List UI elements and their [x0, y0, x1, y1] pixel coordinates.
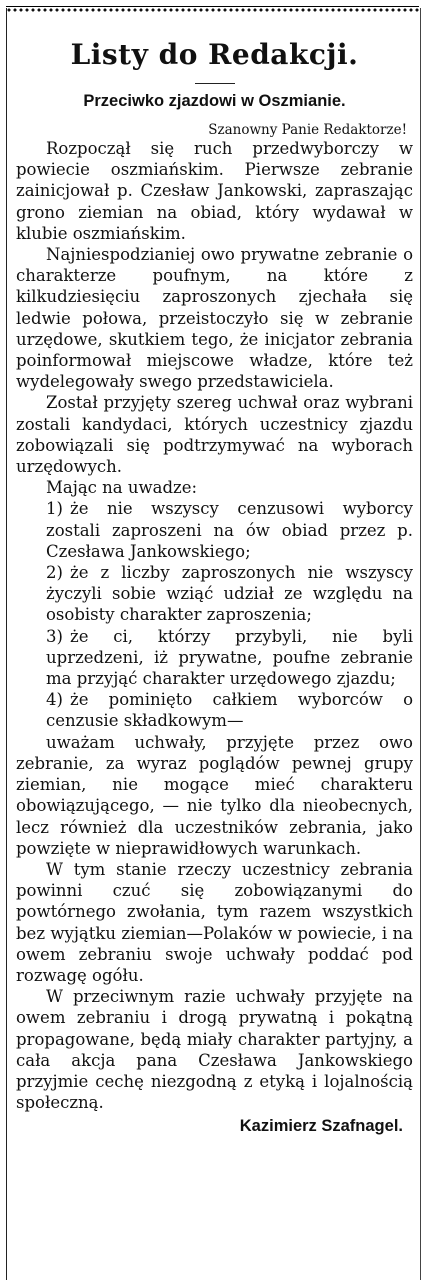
right-column-rule — [420, 8, 421, 1280]
paragraph: W przeciwnym razie uchwały przyjęte na owem zebraniu i drogą prywatną i pokątną propagowane, będą miały charakter partyjny, a cała akcja pana Czesława Jankowskiego przyjmie cechę niezgodną z etyką i lojalnością społeczną. — [16, 987, 413, 1113]
list-item — [16, 626, 413, 690]
paragraph: Rozpoczął się ruch przedwyborczy w powiecie oszmiańskim. Pierwsze zebranie zainicjował p. Czesław Jankowski, zapraszając grono ziemian na obiad, który wydawał w klubie oszmiańskim. — [16, 139, 413, 243]
article-body — [16, 138, 413, 1113]
list-item — [16, 498, 413, 562]
article-headline: Przeciwko zjazdowi w Oszmianie. — [83, 92, 346, 110]
paragraph: uważam uchwały, przyjęte przez owo zebranie, za wyraz poglądów pewnej grupy ziemian, nie mogące mieć charakteru obowiązującego, — nie tylko dla nieobecnych, lecz również dla uczestników zebrania, jako powzięte w nieprawidłowych warunkach. — [16, 732, 413, 858]
letter-salutation: Szanowny Panie Redaktorze! — [208, 122, 407, 138]
list-item-number: 2) — [46, 563, 63, 583]
list-item-number: 4) — [46, 690, 63, 710]
paragraph: Mając na uwadze: — [46, 478, 198, 498]
left-column-rule — [6, 8, 7, 1280]
list-item-number: 3) — [46, 626, 63, 646]
top-ornamental-rule — [6, 6, 419, 12]
list-item-text: że z liczby zaproszonych nie wszyscy życzyli sobie wziąć udział ze względu na osobisty charakter zaproszenia; — [46, 563, 413, 625]
section-title: Listy do Redakcji. — [70, 38, 359, 71]
list-item-number: 1) — [46, 499, 63, 519]
author-signature: Kazimierz Szafnagel. — [239, 1117, 403, 1136]
list-item — [16, 689, 413, 731]
list-item-text: że pominięto całkiem wyborców o cenzusie składkowym— — [46, 690, 413, 731]
list-item — [16, 562, 413, 626]
paragraph: W tym stanie rzeczy uczestnicy zebrania powinni czuć się zobowiązanymi do powtórnego zwołania, tym razem wszystkich bez wyjątku ziemian—Polaków w powiecie, i na owem zebraniu swoje uchwały poddać pod rozwagę ogółu. — [16, 859, 413, 985]
title-divider — [195, 83, 235, 84]
list-item-text: że nie wszyscy cenzusowi wyborcy zostali zaproszeni na ów obiad przez p. Czesława Jankowskiego; — [46, 499, 413, 561]
paragraph: Najniespodzianiej owo prywatne zebranie o charakterze poufnym, na które z kilkudziesięciu zaproszonych zjechała się ledwie połowa, przeistoczyło się w zebranie urzędowe, skutkiem tego, że inicjator zebrania poinformował miejscowe władze, które też wydelegowały swego przedstawiciela. — [16, 245, 413, 392]
list-item-text: że ci, którzy przybyli, nie byli uprzedzeni, iż prywatne, poufne zebranie ma przyjąć charakter urzędowego zjazdu; — [46, 626, 413, 689]
paragraph: Został przyjęty szereg uchwał oraz wybrani zostali kandydaci, których uczestnicy zjazdu zobowiązali się podtrzymywać na wyborach urzędowych. — [16, 393, 413, 477]
